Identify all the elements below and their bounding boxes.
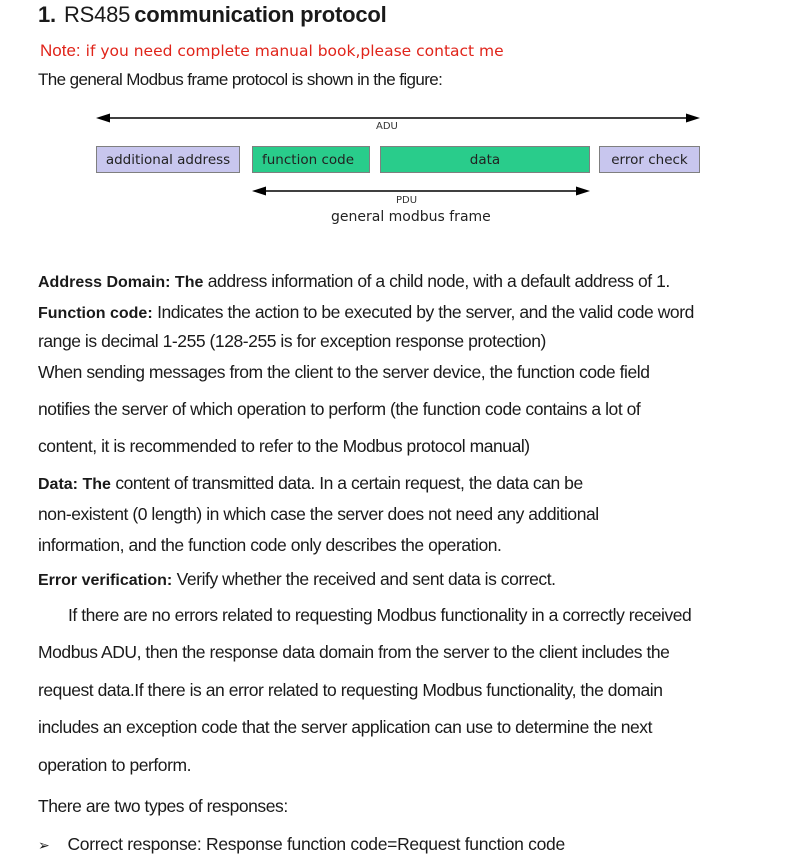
function-code-label: Function code: bbox=[38, 305, 153, 322]
intro-text: The general Modbus frame protocol is shown in the figure: bbox=[38, 70, 443, 89]
adu-label: ADU bbox=[376, 121, 398, 132]
function-code-line-3: When sending messages from the client to the server device, the function code field bbox=[38, 362, 650, 382]
additional-address-box: additional address bbox=[96, 146, 240, 173]
note-label: Note: bbox=[40, 41, 81, 60]
section-title: communication protocol bbox=[134, 2, 387, 27]
data-line-3: information, and the function code only describes the operation. bbox=[38, 535, 502, 555]
error-verification-label: Error verification: bbox=[38, 572, 173, 589]
bullet-arrow-icon: ➢ bbox=[38, 838, 50, 854]
note-text: if you need complete manual book,please contact me bbox=[85, 42, 504, 60]
address-domain-text: address information of a child node, with a default address of 1. bbox=[203, 271, 670, 291]
error-check-box: error check bbox=[599, 146, 700, 173]
function-code-line-4: notifies the server of which operation to perform (the function code contains a lot of bbox=[38, 399, 641, 419]
correct-response-bullet bbox=[38, 834, 565, 855]
error-verification-paragraph bbox=[38, 569, 556, 590]
pdu-arrow-left bbox=[252, 187, 266, 196]
adu-arrow-left bbox=[96, 114, 110, 123]
data-line-2: non-existent (0 length) in which case the server does not need any additional bbox=[38, 504, 599, 524]
adu-arrow-right bbox=[686, 114, 700, 123]
pdu-label: PDU bbox=[396, 195, 418, 206]
function-code-line-2: range is decimal 1-255 (128-255 is for exception response protection) bbox=[38, 331, 546, 351]
data-label: Data: The bbox=[38, 476, 111, 493]
function-code-line-5: content, it is recommended to refer to the Modbus protocol manual) bbox=[38, 436, 530, 456]
data-box: data bbox=[380, 146, 590, 173]
section-heading bbox=[38, 2, 387, 28]
address-domain-label: Address Domain: The bbox=[38, 274, 204, 291]
function-code-paragraph bbox=[38, 302, 694, 323]
section-number: 1. bbox=[38, 2, 56, 27]
correct-response-text: Correct response: Response function code=Request function code bbox=[67, 834, 565, 854]
error-verification-text: Verify whether the received and sent data is correct. bbox=[172, 569, 556, 589]
diagram-caption: general modbus frame bbox=[331, 209, 491, 225]
contact-note bbox=[40, 41, 504, 61]
response-line-5: operation to perform. bbox=[38, 755, 191, 775]
data-paragraph bbox=[38, 473, 583, 494]
response-line-1: If there are no errors related to requesting Modbus functionality in a correctly received bbox=[68, 605, 692, 625]
function-code-text: Indicates the action to be executed by the server, and the valid code word bbox=[152, 302, 694, 322]
function-code-box: function code bbox=[252, 146, 370, 173]
response-types-text: There are two types of responses: bbox=[38, 796, 288, 816]
response-line-2: Modbus ADU, then the response data domain from the server to the client includes the bbox=[38, 642, 670, 662]
response-line-3: request data.If there is an error related to requesting Modbus functionality, the domain bbox=[38, 680, 663, 700]
pdu-arrow-right bbox=[576, 187, 590, 196]
data-text: content of transmitted data. In a certain request, the data can be bbox=[110, 473, 583, 493]
modbus-frame-diagram bbox=[0, 105, 800, 235]
address-domain-paragraph bbox=[38, 271, 670, 292]
response-line-4: includes an exception code that the server application can use to determine the next bbox=[38, 717, 652, 737]
protocol-name: RS485 bbox=[63, 2, 131, 27]
